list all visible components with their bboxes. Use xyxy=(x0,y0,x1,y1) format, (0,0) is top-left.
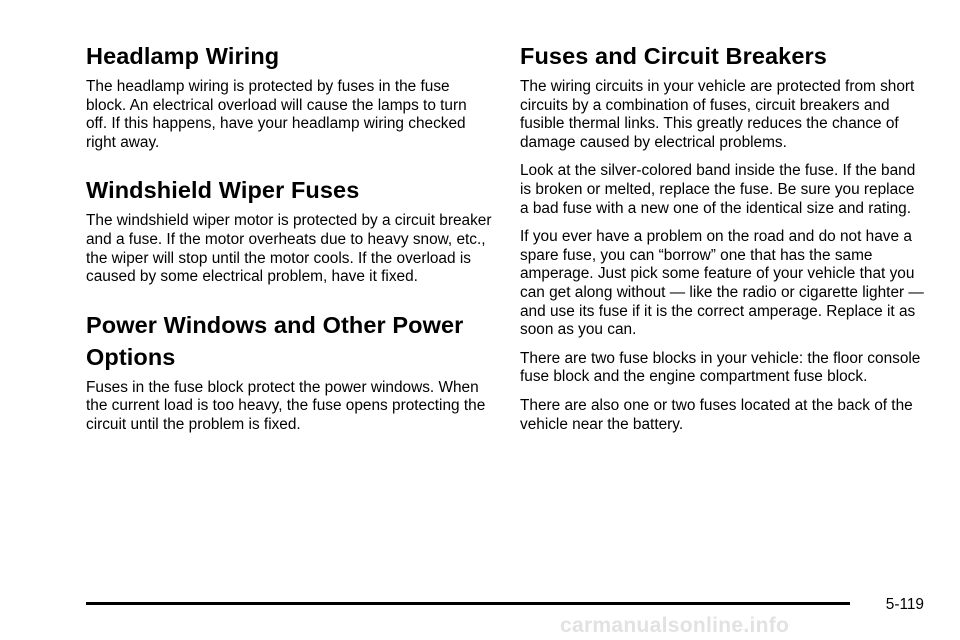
fuses-paragraph-4: There are two fuse blocks in your vehicle: the floor console fuse block and the engine compartment fuse block. xyxy=(520,349,921,386)
right-column xyxy=(520,40,926,444)
section-heading-fuses-and-circuit-breakers: Fuses and Circuit Breakers xyxy=(520,43,827,69)
section-heading-headlamp-wiring: Headlamp Wiring xyxy=(86,43,280,69)
fuses-paragraph-5: There are also one or two fuses located at the back of the vehicle near the battery. xyxy=(520,396,913,433)
fuses-paragraph-2: Look at the silver-colored band inside the fuse. If the band is broken or melted, replace the fuse. Be sure you replace a bad fuse with a new one of the identical size and rating. xyxy=(520,162,916,217)
windshield-wiper-paragraph: The windshield wiper motor is protected by a circuit breaker and a fuse. If the motor overheats due to heavy snow, etc., the wiper will stop until the motor cools. If the overload is caused by some electrical problem, have it fixed. xyxy=(86,212,492,286)
footer-rule xyxy=(86,602,850,605)
section-heading-power-windows: Power Windows and Other Power Options xyxy=(86,311,464,370)
fuses-paragraph-3: If you ever have a problem on the road and do not have a spare fuse, you can “borrow” one that has the same amperage. Just pick some feature of your vehicle that you can get along without — like the radio or cigarette lighter — and use its fuse if it is the correct amperage. Replace it as soon as you can. xyxy=(520,228,924,339)
section-heading-windshield-wiper-fuses: Windshield Wiper Fuses xyxy=(86,177,360,204)
watermark: carmanualsonline.info xyxy=(560,614,790,637)
power-windows-paragraph: Fuses in the fuse block protect the power windows. When the current load is too heavy, the fuse opens protecting the circuit until the problem is fixed. xyxy=(86,378,486,433)
page-number: 5-119 xyxy=(885,596,924,613)
headlamp-wiring-paragraph: The headlamp wiring is protected by fuses in the fuse block. An electrical overload will cause the lamps to turn off. If this happens, have your headlamp wiring checked right away. xyxy=(86,78,467,151)
fuses-paragraph-1: The wiring circuits in your vehicle are protected from short circuits by a combination of fuses, circuit breakers and fusible thermal links. This greatly reduces the chance of damage caused by electrical problems. xyxy=(520,78,915,151)
left-column xyxy=(86,40,492,445)
